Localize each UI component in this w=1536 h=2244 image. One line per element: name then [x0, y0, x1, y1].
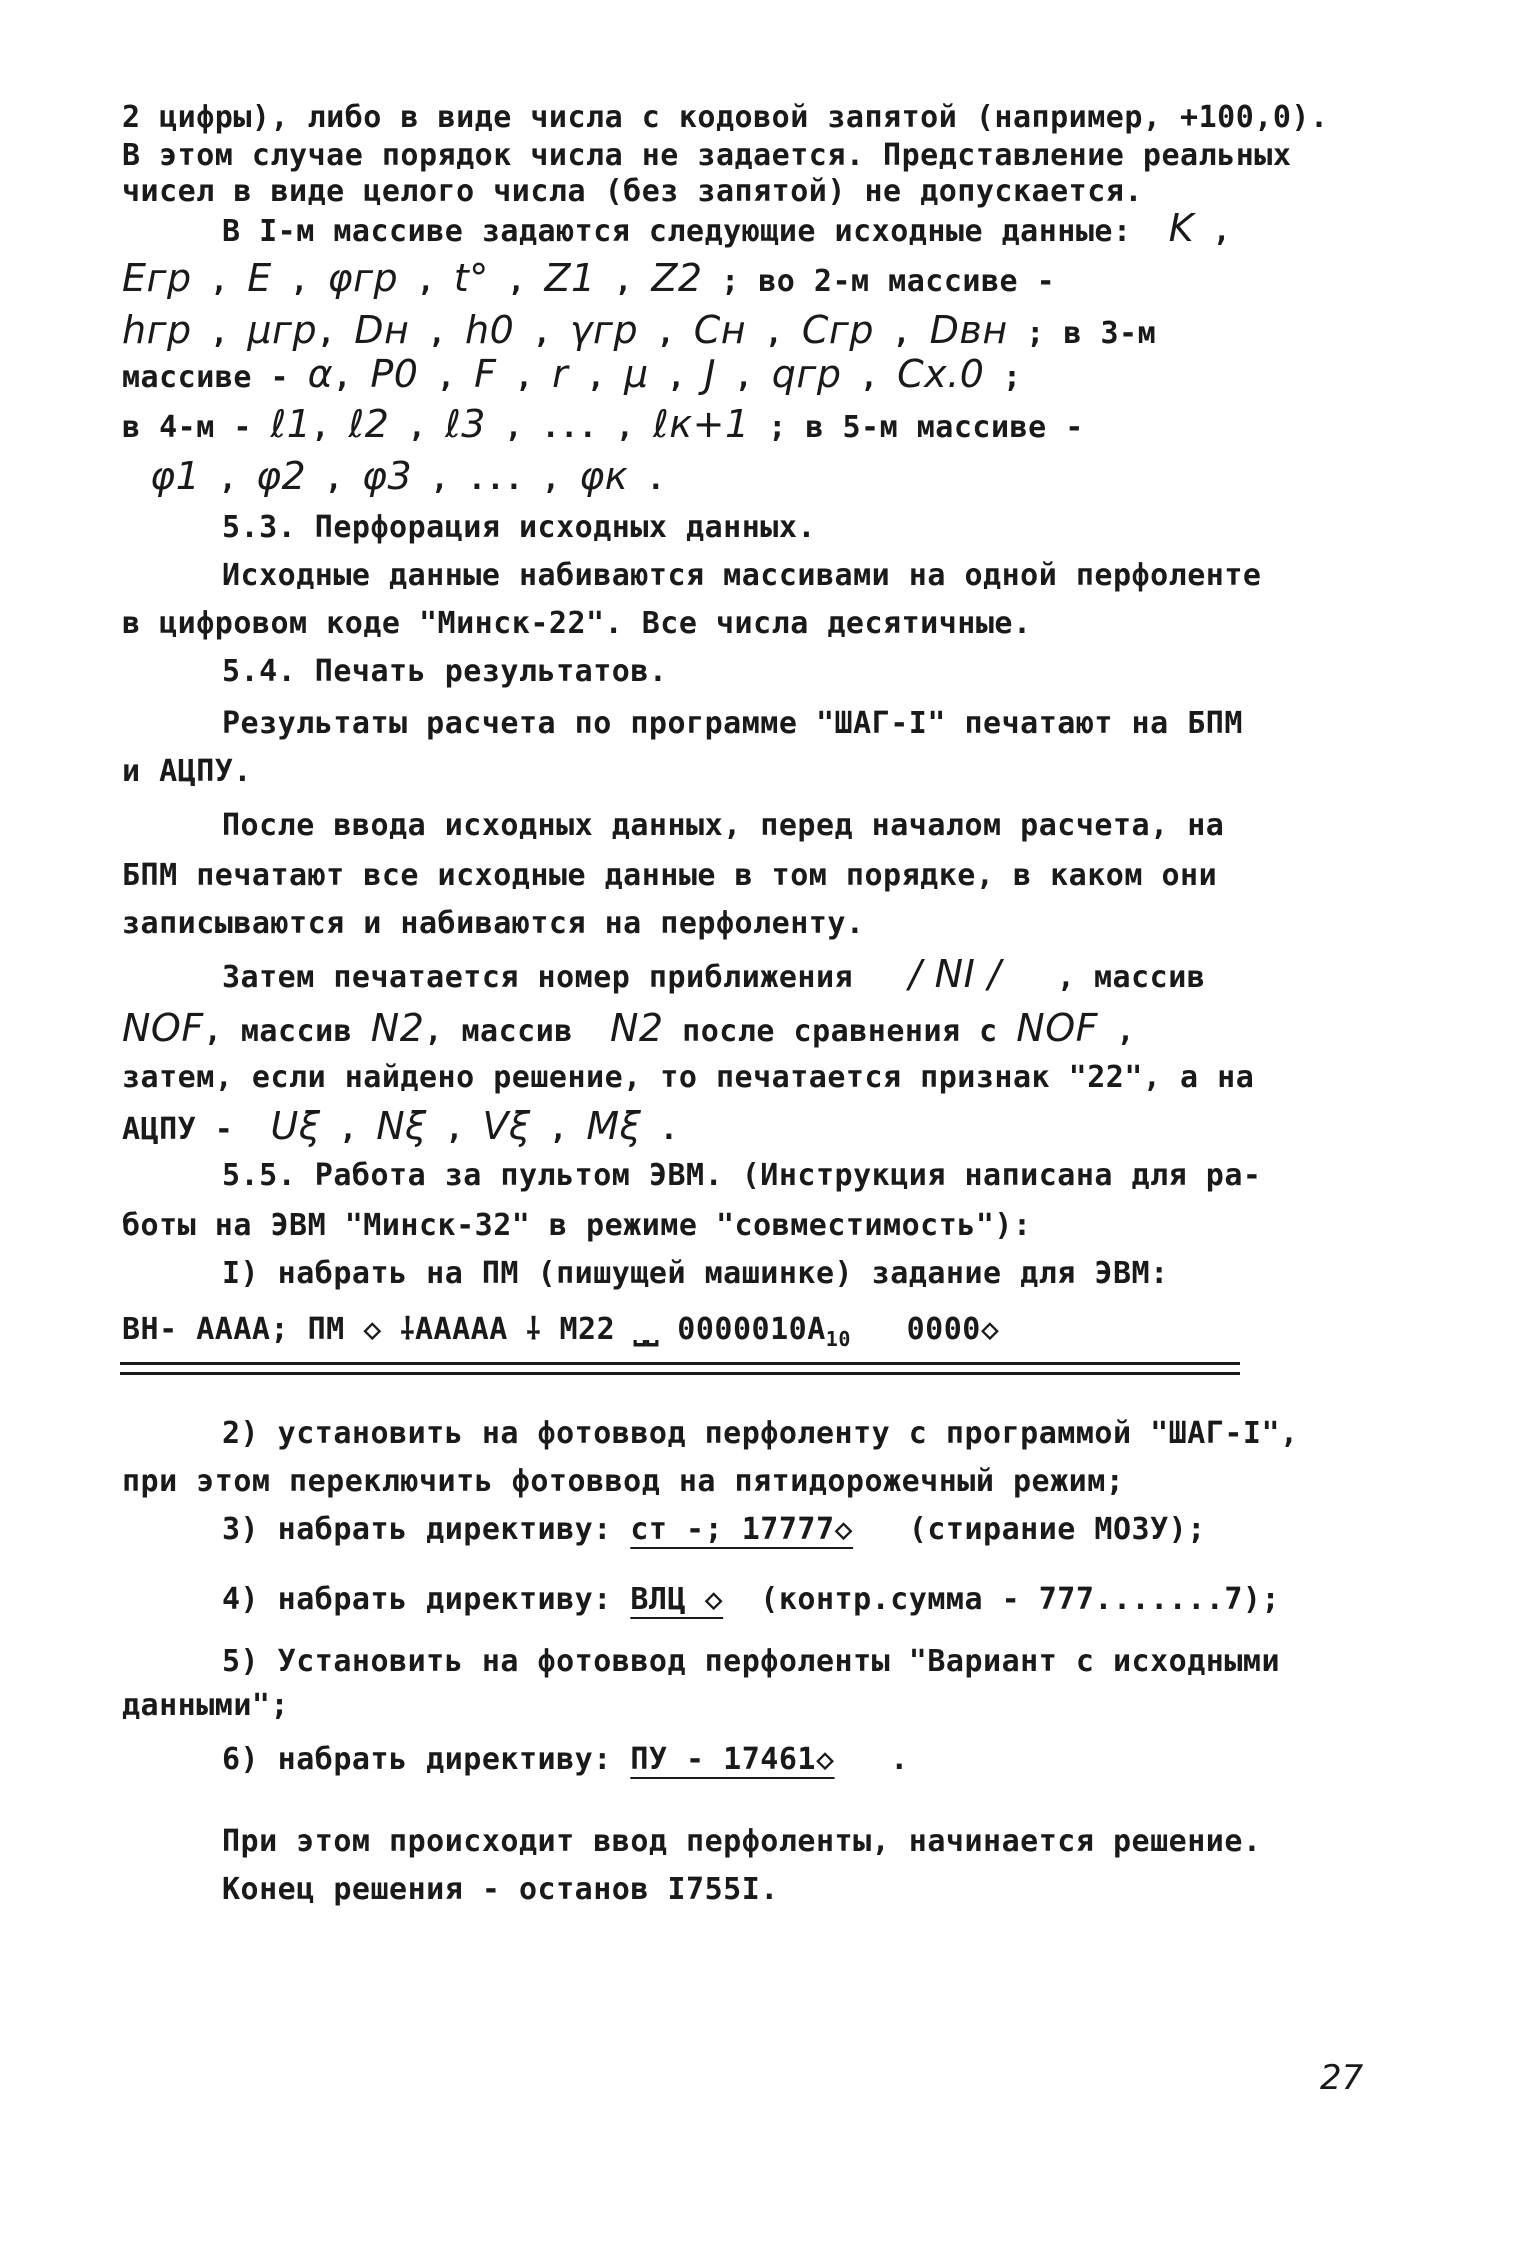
text-line: Конец решения - останов I755I. — [222, 1872, 779, 1907]
list-item: 3) набрать директиву: ст -; 17777◇ (стирание МОЗУ); — [222, 1512, 1206, 1547]
page-number: 27 — [1320, 2058, 1364, 2098]
list-item: 2) установить на фотоввод перфоленту с программой "ШАГ-I", — [222, 1416, 1299, 1451]
list-item: I) набрать на ПМ (пишущей машинке) задание для ЭВМ: — [222, 1256, 1169, 1291]
text-line: Результаты расчета по программе "ШАГ-I" печатают на БПМ — [222, 706, 1243, 741]
list-item: 5) Установить на фотоввод перфоленты "Вариант с исходными — [222, 1644, 1281, 1679]
text-line: В I-м массиве задаются следующие исходные данные: K , — [222, 206, 1232, 250]
symbol-line: Eгр , E , φгр , t° , Z1 , Z2 ; во 2-м массиве - — [122, 256, 1056, 300]
text-line: БПМ печатают все исходные данные в том порядке, в каком они — [122, 858, 1218, 893]
text-line: Затем печатается номер приближения / NI / , массив — [222, 952, 1206, 996]
directive-code: ст -; 17777◇ — [630, 1512, 854, 1547]
text-line: в цифровом коде "Минск-22". Все числа десятичные. — [122, 606, 1032, 641]
list-item: 6) набрать директиву: ПУ - 17461◇ . — [222, 1742, 909, 1777]
text-line: 2 цифры), либо в виде числа с кодовой запятой (например, +100,0). — [122, 100, 1329, 135]
approx-symbol: / NI / — [908, 952, 1002, 996]
text-line: при этом переключить фотоввод на пятидорожечный режим; — [122, 1464, 1125, 1499]
text-line: NOF, массив N2, массив N2 после сравнения с NOF , — [122, 1006, 1136, 1050]
section-heading: 5.4. Печать результатов. — [222, 654, 668, 689]
symbol-line: hгр , μгр, Dн , h0 , γгр , Cн , Cгр , Dвн ; в 3-м — [122, 308, 1157, 352]
symbol-line: в 4-м - ℓ1, ℓ2 , ℓ3 , ... , ℓк+1 ; в 5-м массиве - — [122, 402, 1084, 446]
text-line: данными"; — [122, 1688, 290, 1723]
list-item: 4) набрать директиву: ВЛЦ ◇ (контр.сумма - 777.......7); — [222, 1582, 1281, 1617]
text-line: При этом происходит ввод перфоленты, начинается решение. — [222, 1824, 1262, 1859]
text-line: В этом случае порядок числа не задается. Представление реальных — [122, 138, 1292, 173]
code-line: ВН- АААА; ПМ ◇ ⸸АААAА ⸸ М22 ⎵⎵ $0000010A_{10}$ 0000◇ — [122, 1312, 1000, 1351]
text-line: АЦПУ - Uξ , Nξ , Vξ , Mξ . — [122, 1104, 679, 1148]
text-line: затем, если найдено решение, то печатается признак "22", а на — [122, 1060, 1255, 1095]
text-line: Исходные данные набиваются массивами на одной перфоленте — [222, 558, 1262, 593]
symbol: K — [1168, 206, 1195, 250]
directive-code: ВЛЦ ◇ — [630, 1582, 724, 1617]
text-line: После ввода исходных данных, перед началом расчета, на — [222, 808, 1225, 843]
section-heading: 5.3. Перфорация исходных данных. — [222, 510, 816, 545]
underline-rule — [120, 1372, 1240, 1375]
text-line: и АЦПУ. — [122, 754, 252, 789]
text-line: записываются и набиваются на перфоленту. — [122, 906, 865, 941]
text-line: боты на ЭВМ "Минск-32" в режиме "совместимость"): — [122, 1208, 1032, 1243]
symbol-line: φ1 , φ2 , φ3 , ... , φк . — [150, 454, 666, 498]
text-line: чисел в виде целого числа (без запятой) не допускается. — [122, 174, 1143, 209]
symbol-line: массиве - α, P0 , F , r , μ , J , qгр , Cx.0 ; — [122, 352, 1022, 396]
directive-code: ПУ - 17461◇ — [630, 1742, 835, 1777]
section-heading: 5.5. Работа за пультом ЭВМ. (Инструкция написана для ра- — [222, 1158, 1262, 1193]
underline-rule — [120, 1362, 1240, 1365]
